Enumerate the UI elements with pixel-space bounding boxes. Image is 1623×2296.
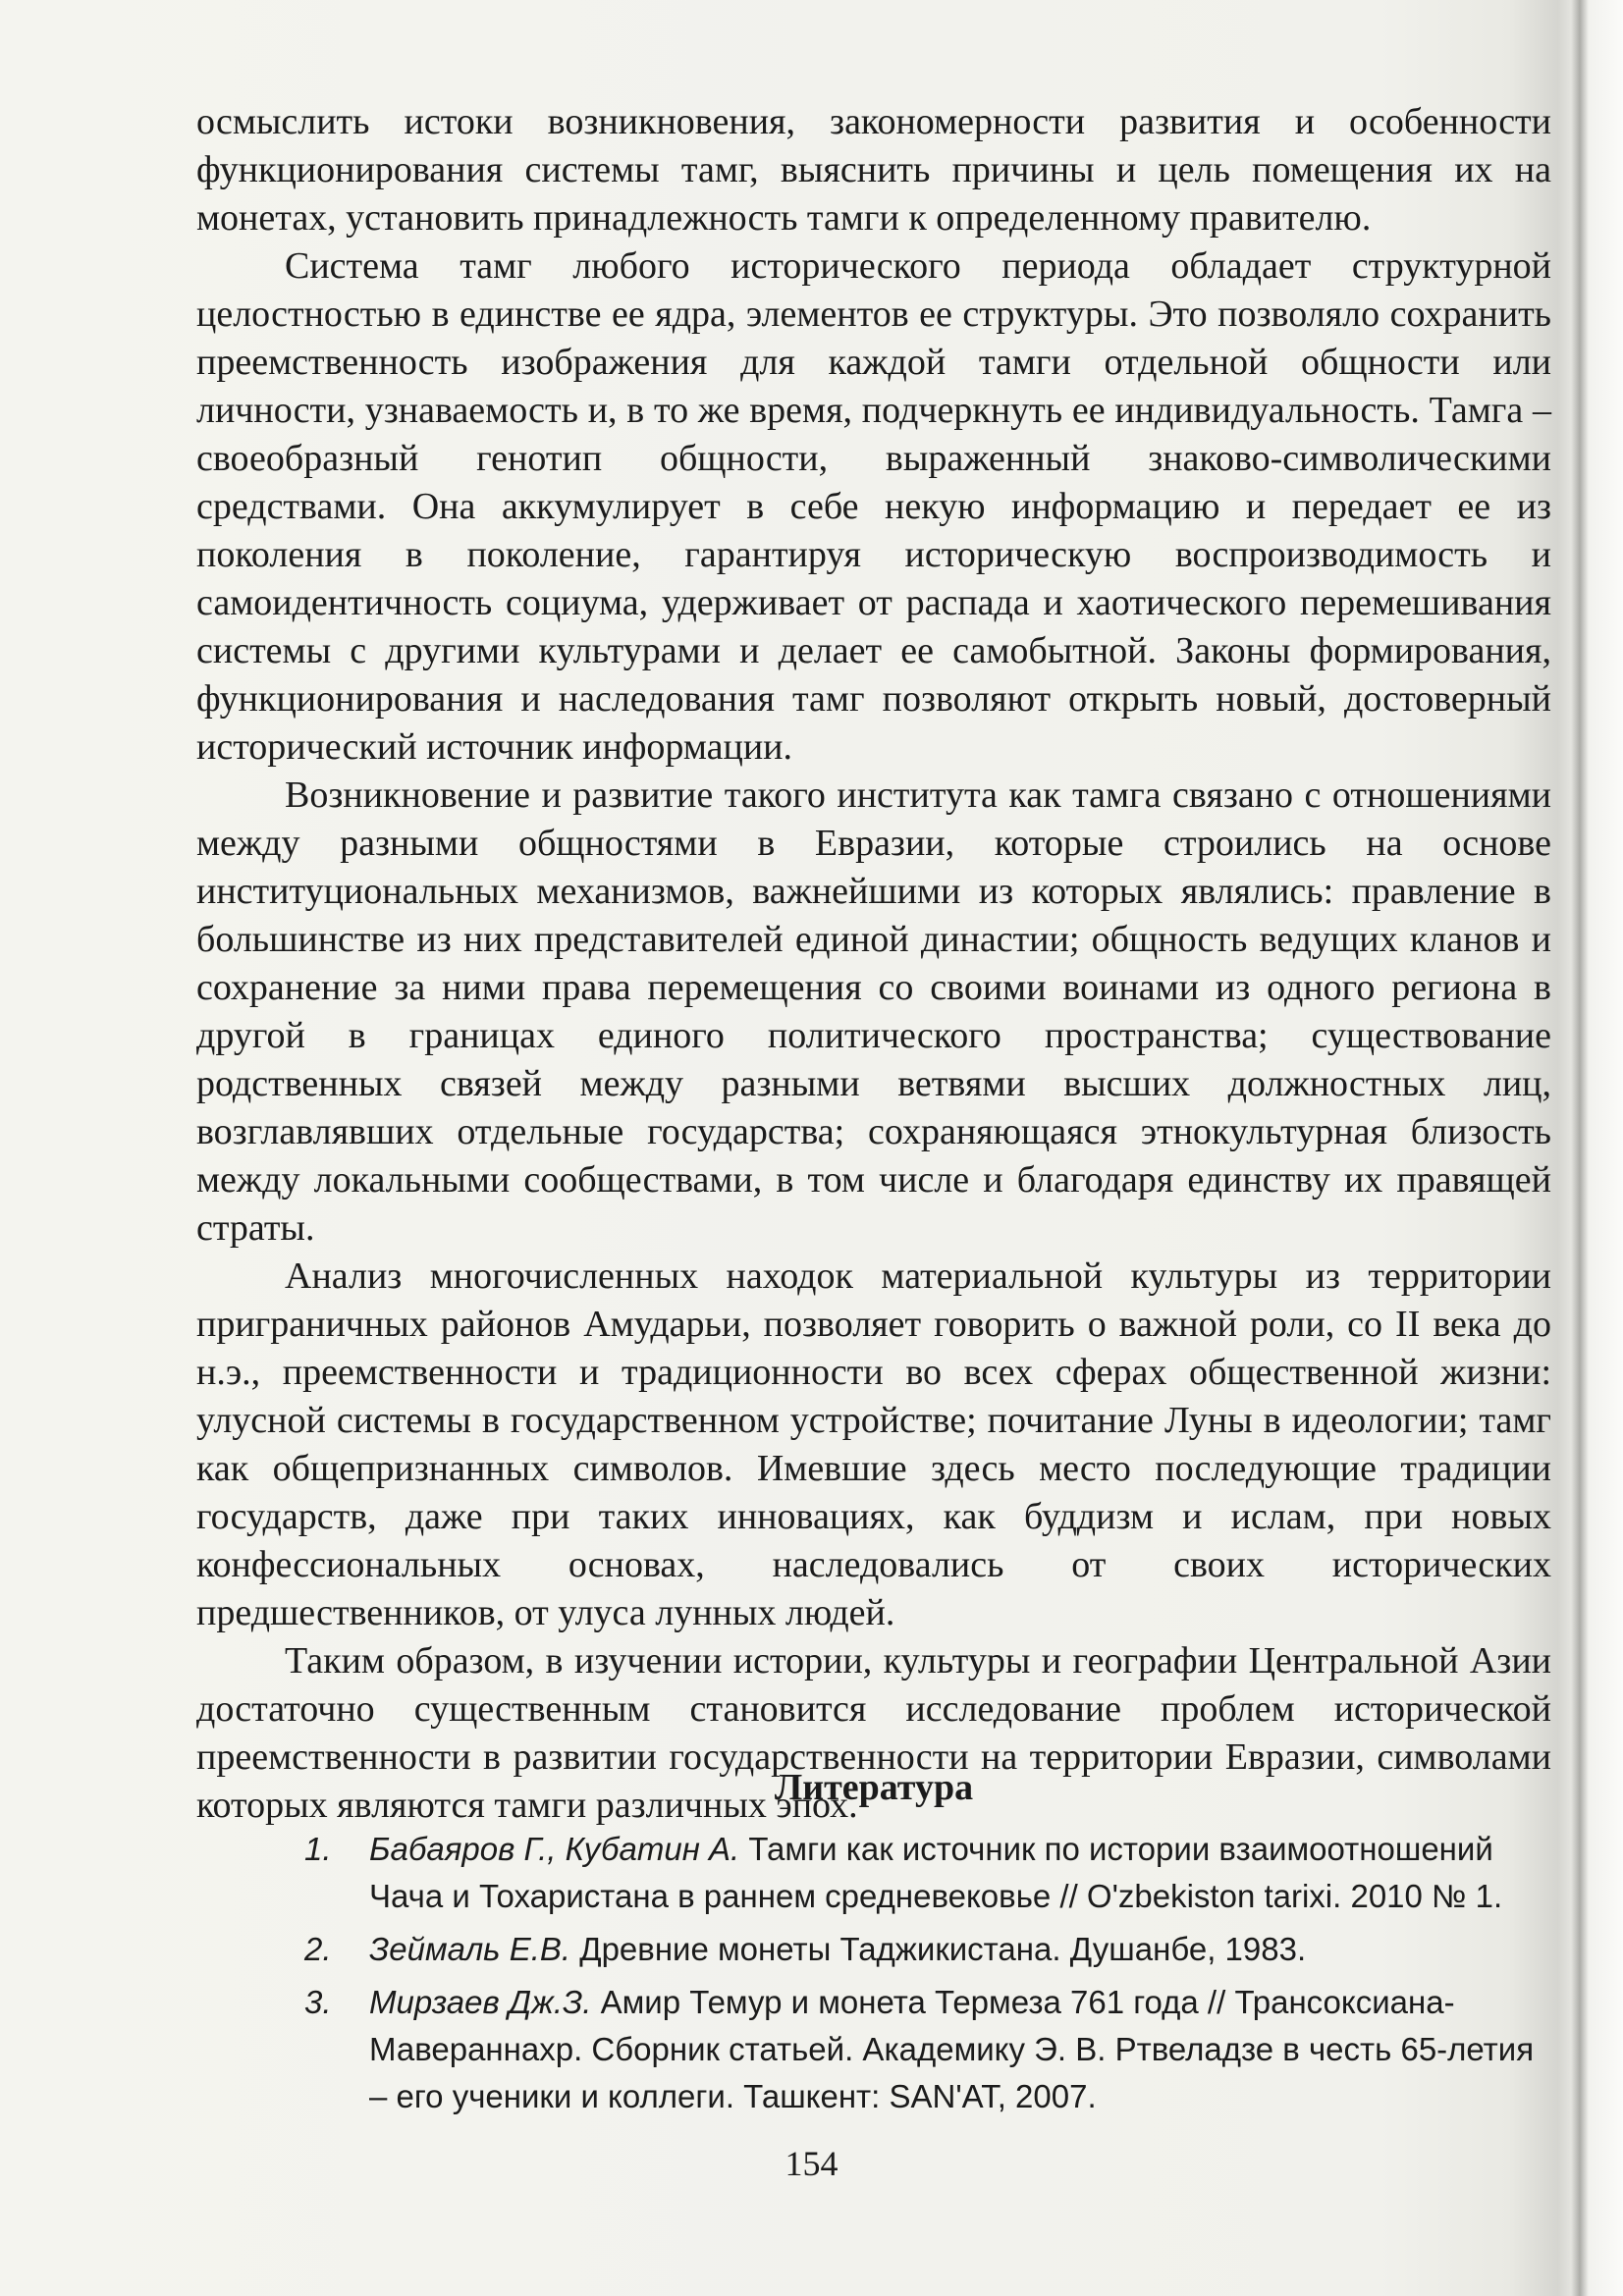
- reference-item: [304, 1979, 1549, 2120]
- paragraph-tamga-system: Система тамг любого исторического периода обладает структурной целостностью в единстве ее ядра, элементов ее структуры. Это позволяло сохранить преемственность изображения для каждой тамги отдельной общности или личности, узнаваемость и, в то же время, подчеркнуть ее индивидуальность. Тамга – своеобразный генотип общности, выраженный знаково-символическими средствами. Она аккумулирует в себе некую информацию и передает ее из поколения в поколение, гарантируя историческую воспроизводимость и самоидентичность социума, удерживает от распада и хаотического перемешивания системы с другими культурами и делает ее самобытной. Законы формирования, функционирования и наследования тамг позволяют открыть новый, достоверный исторический источник информации.: [196, 245, 1551, 768]
- reference-text: Древние монеты Таджикистана. Душанбе, 1983.: [570, 1931, 1307, 1967]
- literature-heading: Литература: [774, 1767, 974, 1808]
- reference-number: 3.: [304, 1984, 332, 2020]
- paragraph-conclusion: Таким образом, в изучении истории, культуры и географии Центральной Азии достаточно существенным становится исследование проблем исторической преемственности в развитии государственности на территории Евразии, символами которых являются тамги различных эпох.: [196, 1640, 1551, 1826]
- reference-author: Бабаяров Г., Кубатин А.: [369, 1831, 740, 1867]
- reference-item: [304, 1926, 1549, 1973]
- paragraph-tamga-origin: Возникновение и развитие такого института как тамга связано с отношениями между разными общностями в Евразии, которые строились на основе институциональных механизмов, важнейшими из которых являлись: правление в большинстве из них представителей единой династии; общность ведущих кланов и сохранение за ними права перемещения со своими воинами из одного региона в другой в границах единого политического пространства; существование родственных связей между разными ветвями высших должностных лиц, возглавлявших отдельные государства; сохраняющаяся этнокультурная близость между локальными сообществами, в том числе и благодаря единству их правящей страты.: [196, 774, 1551, 1249]
- reference-number: 1.: [304, 1831, 332, 1867]
- body-text: [196, 98, 1551, 1830]
- paragraph-amudarya-finds: Анализ многочисленных находок материальной культуры из территории приграничных районов Амударьи, позволяет говорить о важной роли, со II века до н.э., преемственности и традиционности во всех сферах общественной жизни: улусной системы в государственном устройстве; почитание Луны в идеологии; тамг как общепризнанных символов. Имевшие здесь место последующие традиции государств, даже при таких инновациях, как буддизм и ислам, при новых конфессиональных основах, наследовались от своих исторических предшественников, от улуса лунных людей.: [196, 1255, 1551, 1633]
- reference-number: 2.: [304, 1931, 332, 1967]
- reference-author: Зеймаль Е.В.: [369, 1931, 571, 1967]
- page-number: 154: [784, 2144, 839, 2183]
- reference-text: Амир Темур и монета Термеза 761 года // Трансоксиана-Мавераннахр. Сборник статьей. Академику Э. В. Ртвеладзе в честь 65-летия – его ученики и коллеги. Ташкент: SAN'AT, 2007.: [369, 1984, 1535, 2114]
- reference-list: [304, 1826, 1549, 2126]
- reference-author: Мирзаев Дж.З.: [369, 1984, 592, 2020]
- page-edge-shadow: [1571, 0, 1589, 2296]
- reference-item: [304, 1826, 1549, 1920]
- paragraph-continuation: осмыслить истоки возникновения, закономерности развития и особенности функционирования системы тамг, выяснить причины и цель помещения их на монетах, установить принадлежность тамги к определенному правителю.: [196, 101, 1551, 239]
- reference-text: Тамги как источник по истории взаимоотношений Чача и Тохаристана в раннем средневековье // O'zbekiston tarixi. 2010 № 1.: [369, 1831, 1503, 1914]
